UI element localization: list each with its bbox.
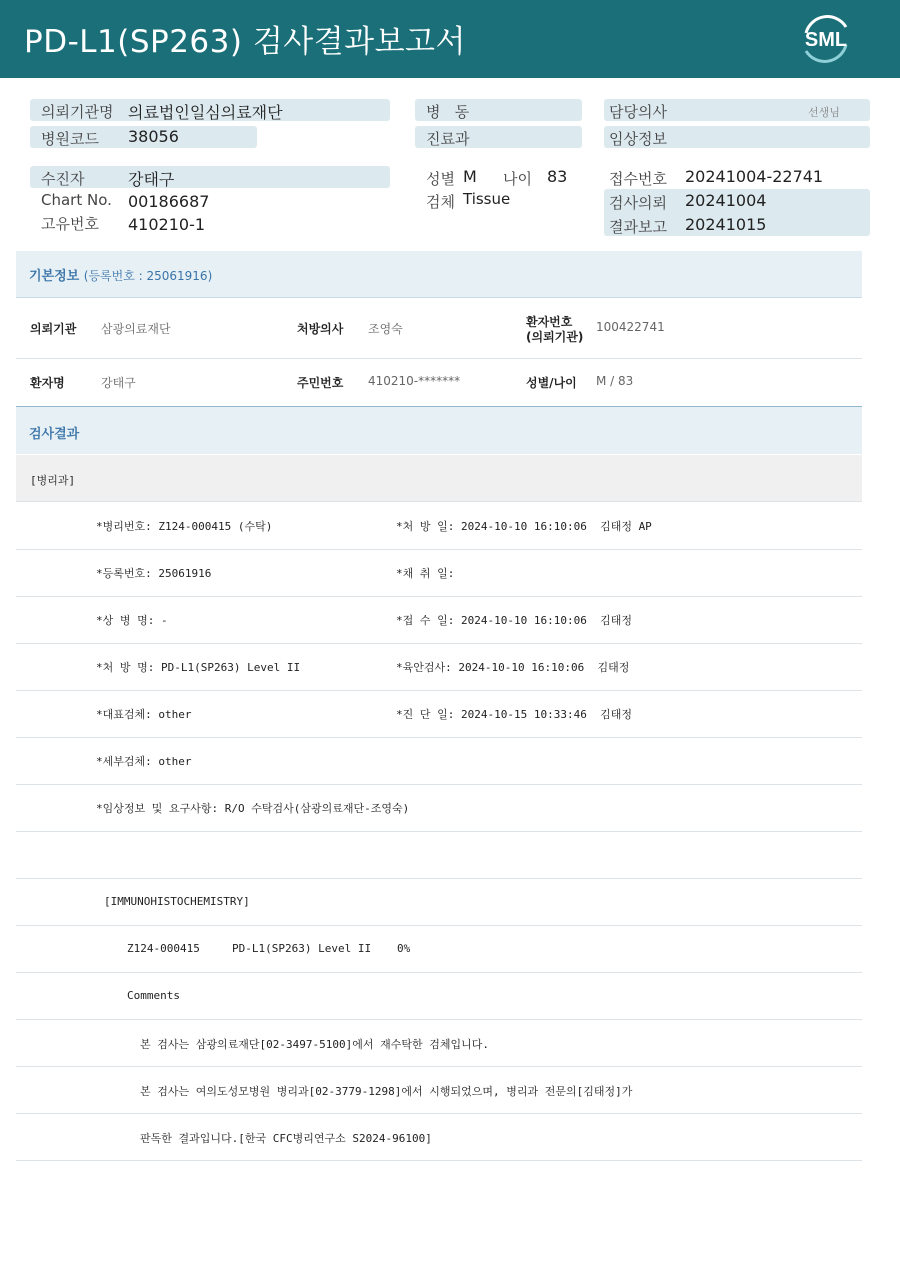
row-divider	[16, 1019, 862, 1020]
comment-line-2: 본 검사는 여의도성모병원 병리과[02-3779-1298]에서 시행되었으며, 병리과 전문의[김태정]가	[140, 1085, 633, 1098]
ihc-value: 0%	[397, 942, 411, 955]
name-value: 강태구	[101, 376, 136, 390]
institution-label: 의뢰기관명	[41, 103, 114, 121]
patient-number-value: 100422741	[596, 320, 665, 334]
inst-label: 의뢰기관	[30, 322, 77, 336]
result-row-right: *채 취 일:	[396, 567, 455, 580]
row-divider	[16, 1113, 862, 1114]
prescriber-label: 처방의사	[297, 322, 344, 336]
unique-value: 410210-1	[128, 215, 206, 234]
comment-line-3: 판독한 결과입니다.[한국 CFC병리연구소 S2024-96100]	[140, 1132, 432, 1145]
row-divider	[16, 878, 862, 879]
result-row-left: *상 병 명: -	[96, 614, 168, 627]
chart-label: Chart No.	[41, 191, 112, 209]
sex-age-label: 성별/나이	[526, 376, 577, 390]
accession-label: 접수번호	[609, 170, 667, 188]
patient-label: 수진자	[41, 170, 85, 188]
patient-number-sublabel: (의뢰기관)	[526, 330, 584, 344]
result-row-left: *병리번호: Z124-000415 (수탁)	[96, 520, 273, 533]
basic-info-bar	[16, 251, 862, 297]
request-value: 20241004	[685, 191, 767, 210]
row-divider	[16, 501, 862, 502]
sex-label: 성별	[426, 170, 455, 188]
age-label: 나이	[503, 170, 532, 188]
row-divider	[16, 690, 862, 691]
row-divider	[16, 596, 862, 597]
ihc-title: [IMMUNOHISTOCHEMISTRY]	[104, 895, 250, 908]
specimen-label: 검체	[426, 193, 455, 211]
row-divider	[16, 784, 862, 785]
comment-line-1: 본 검사는 삼광의료재단[02-3497-5100]에서 재수탁한 검체입니다.	[140, 1038, 489, 1051]
ihc-test: PD-L1(SP263) Level II	[232, 942, 372, 955]
result-row-right: *접 수 일: 2024-10-10 16:10:06 김태정	[396, 614, 632, 627]
prescriber-value: 조영숙	[368, 322, 403, 336]
result-row-right: *진 단 일: 2024-10-15 10:33:46 김태정	[396, 708, 632, 721]
sex-age-value: M / 83	[596, 374, 634, 388]
patient-number-label: 환자번호	[526, 315, 573, 329]
row-divider	[16, 737, 862, 738]
dept-label: [병리과]	[30, 474, 76, 487]
name-label: 환자명	[30, 376, 65, 390]
result-title: 검사결과	[29, 427, 80, 442]
row-divider	[16, 549, 862, 550]
inst-value: 삼광의료재단	[101, 322, 171, 336]
clinical-label: 임상정보	[609, 130, 667, 148]
divider	[16, 358, 862, 359]
unique-label: 고유번호	[41, 215, 99, 233]
hospital-code-label: 병원코드	[41, 130, 99, 148]
request-label: 검사의뢰	[609, 194, 667, 212]
divider	[16, 297, 862, 298]
report-value: 20241015	[685, 215, 767, 234]
chart-value: 00186687	[128, 192, 210, 211]
report-title: PD-L1(SP263) 검사결과보고서	[24, 24, 466, 60]
sex-value: M	[463, 167, 477, 186]
report-header	[0, 0, 900, 78]
doctor-suffix: 선생님	[808, 106, 840, 119]
rrn-label: 주민번호	[297, 376, 344, 390]
row-divider	[16, 972, 862, 973]
rrn-value: 410210-*******	[368, 374, 461, 388]
result-row-left: *대표검체: other	[96, 708, 192, 721]
doctor-label: 담당의사	[609, 103, 667, 121]
specimen-value: Tissue	[463, 190, 511, 208]
comments-label: Comments	[127, 989, 180, 1002]
result-row-right: *육안검사: 2024-10-10 16:10:06 김태정	[396, 661, 630, 674]
registration-number: (등록번호 : 25061916)	[83, 269, 213, 283]
dept-bar	[16, 455, 862, 502]
institution-value: 의료법인일심의료재단	[128, 103, 283, 122]
report-label: 결과보고	[609, 218, 667, 236]
row-divider	[16, 925, 862, 926]
result-row-left: *등록번호: 25061916	[96, 567, 212, 580]
dept-label: 진료과	[426, 130, 470, 148]
svg-text:SML: SML	[804, 29, 848, 51]
result-row-left: *세부검체: other	[96, 755, 192, 768]
row-divider	[16, 831, 862, 832]
result-row-right: *처 방 일: 2024-10-10 16:10:06 김태정 AP	[396, 520, 652, 533]
age-value: 83	[547, 167, 568, 186]
basic-info-title: 기본정보	[29, 269, 80, 284]
ihc-number: Z124-000415	[127, 942, 200, 955]
sml-logo-icon	[796, 11, 856, 67]
ward-label: 병 동	[426, 103, 470, 121]
row-divider	[16, 1066, 862, 1067]
row-divider	[16, 643, 862, 644]
hospital-code-value: 38056	[128, 127, 179, 146]
accession-value: 20241004-22741	[685, 167, 824, 186]
result-bar	[16, 407, 862, 454]
patient-value: 강태구	[128, 170, 175, 189]
result-row-left: *임상정보 및 요구사항: R/O 수탁검사(삼광의료재단-조영숙)	[96, 802, 410, 815]
result-row-left: *처 방 명: PD-L1(SP263) Level II	[96, 661, 301, 674]
row-divider	[16, 1160, 862, 1161]
